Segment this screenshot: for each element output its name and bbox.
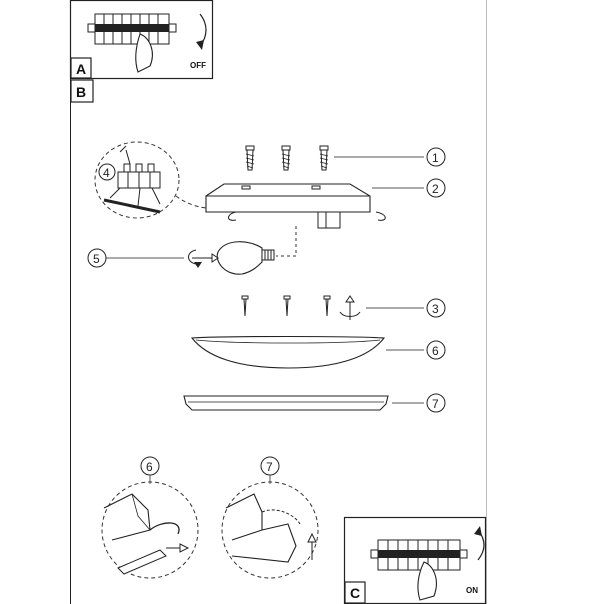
bulb-socket-line [276, 226, 296, 256]
rotate-arrow-icon [189, 250, 197, 264]
screw-icon [246, 146, 254, 170]
screw-icon [242, 296, 248, 316]
panel-c-state-label: ON [466, 586, 478, 595]
detail-7-bubble [222, 482, 318, 578]
shade-ring [184, 394, 445, 412]
spring-clip-left-icon [229, 212, 237, 220]
callout-5-label: 5 [93, 252, 100, 266]
callout-6-label: 6 [432, 344, 439, 358]
panel-c-frame [345, 518, 486, 604]
fuse-box-icon [88, 14, 176, 44]
arrow-head-icon [474, 526, 482, 536]
callout-3-label: 3 [432, 302, 439, 316]
bulb-icon [217, 242, 262, 274]
fuse-box-icon [371, 540, 467, 570]
screw-icon [284, 296, 290, 316]
detail-7-label: 7 [266, 460, 273, 474]
callout-7-label: 7 [432, 397, 439, 411]
spring-clip-icon [150, 523, 179, 534]
panel-b-tag: B [76, 84, 87, 100]
detail-shade-clip [102, 457, 198, 578]
base-plate-body [206, 184, 370, 212]
side-screws [242, 296, 445, 320]
callout-4-label: 4 [103, 166, 110, 180]
terminal-housing [318, 212, 340, 228]
spring-clip-right-icon [376, 212, 385, 220]
shade-edge-icon [118, 550, 166, 574]
glass-shade-body [192, 337, 384, 369]
ceiling-screws [246, 146, 445, 170]
panel-a-tag: A [76, 61, 87, 77]
callout-1-label: 1 [432, 151, 439, 165]
glass-shade [192, 337, 445, 369]
panel-a [71, 1, 213, 79]
panel-c [345, 518, 486, 604]
panel-c-tag: C [350, 585, 361, 601]
panel-b [71, 80, 93, 102]
panel-a-state-label: OFF [190, 61, 206, 70]
screw-icon [282, 146, 290, 170]
callout-2-label: 2 [432, 182, 439, 196]
screw-icon [324, 296, 330, 316]
detail-6-label: 6 [146, 460, 153, 474]
shade-ring-body [184, 396, 388, 410]
screwdriver-icon [120, 146, 130, 164]
hand-icon [418, 562, 436, 600]
arrow-head-icon [196, 40, 204, 50]
bulb-assembly [88, 226, 296, 274]
screw-icon [320, 146, 328, 170]
base-plate [206, 179, 445, 228]
hand-icon [136, 34, 153, 72]
detail-ring-clip [222, 457, 318, 578]
